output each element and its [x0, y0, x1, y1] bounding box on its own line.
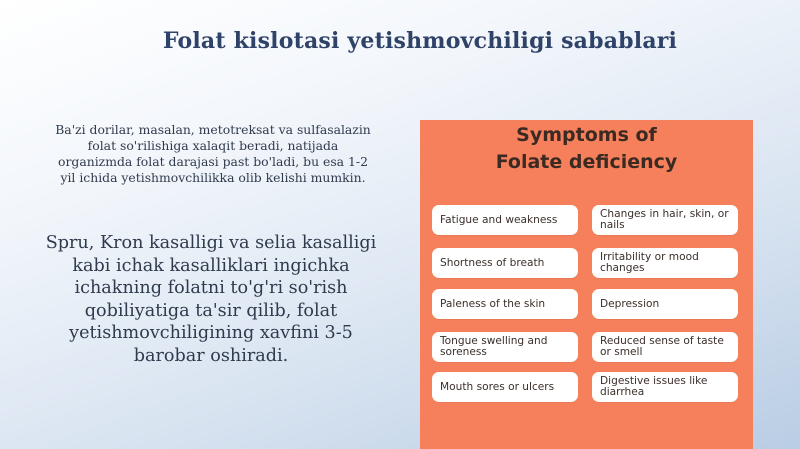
symptom-shortness-of-breath: Shortness of breath: [432, 248, 578, 278]
symptom-hair-skin-nails: Changes in hair, skin, or nails: [592, 205, 738, 235]
intestinal-diseases-paragraph: Spru, Kron kasalligi va selia kasalligi kabi ichak kasalliklari ingichka ichakning folatni to'g'ri so'rish qobiliyatiga ta'sir qilib, folat yetishmovchiligining xavfini 3-5 barobar oshiradi.: [45, 233, 377, 366]
symptom-irritability: Irritability or mood changes: [592, 248, 738, 278]
symptom-tongue-swelling: Tongue swelling and soreness: [432, 332, 578, 362]
infographic-title-line-1: Symptoms of: [516, 124, 657, 146]
symptom-depression: Depression: [592, 289, 738, 319]
folate-symptoms-infographic: [420, 120, 753, 449]
slide-title: Folat kislotasi yetishmovchiligi sabablari: [162, 28, 678, 54]
infographic-title: [420, 122, 753, 176]
symptom-digestive-issues: Digestive issues like diarrhea: [592, 372, 738, 402]
infographic-title-line-2: Folate deficiency: [495, 151, 678, 173]
symptom-fatigue: Fatigue and weakness: [432, 205, 578, 235]
medications-paragraph: Ba'zi dorilar, masalan, metotreksat va sulfasalazin folat so'rilishiga xalaqit beradi, natijada organizmda folat darajasi past bo'ladi, bu esa 1-2 yil ichida yetishmovchilikka olib kelishi mumkin.: [55, 122, 371, 185]
symptom-paleness: Paleness of the skin: [432, 289, 578, 319]
symptom-mouth-sores: Mouth sores or ulcers: [432, 372, 578, 402]
symptom-reduced-taste-smell: Reduced sense of taste or smell: [592, 332, 738, 362]
